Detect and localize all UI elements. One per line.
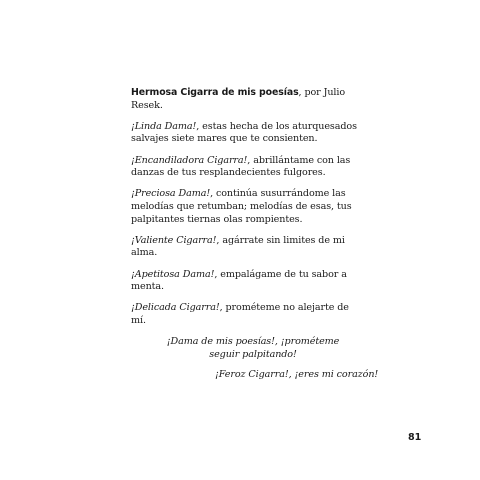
stanza-text: , empalágame de tu sabor a menta. <box>131 268 347 293</box>
stanza-6 <box>131 302 366 327</box>
stanza-exclaim: ¡Delicada Cigarra! <box>131 302 220 314</box>
poem-byline: , por Julio Resek. <box>131 87 346 111</box>
stanza-3 <box>131 188 366 226</box>
stanza-4 <box>131 235 366 260</box>
stanza-text: , estas hecha de los aturquesados salvajes siete mares que te consienten. <box>131 120 357 145</box>
poem-title: Hermosa Cigarra de mis poesías <box>131 87 299 98</box>
stanza-exclaim: ¡Linda Dama! <box>131 120 197 132</box>
poem-heading <box>131 87 366 112</box>
stanza-5 <box>131 269 366 294</box>
page-number: 81 <box>408 432 422 443</box>
stanza-exclaim: ¡Preciosa Dama! <box>131 188 211 200</box>
stanza-text: , prométeme no alejarte de mí. <box>131 302 349 326</box>
stanza-text: , agárrate sin limites de mi alma. <box>131 234 345 259</box>
stanza-2 <box>131 155 366 180</box>
stanza-text: , continúa susurrándome las melodías que retumban; melodías de esas, tus palpitantes tiernas olas rompientes. <box>131 188 352 225</box>
stanza-1 <box>131 121 366 146</box>
closing-line-2: ¡Feroz Cigarra!, ¡eres mi corazón! <box>215 369 379 381</box>
stanza-exclaim: ¡Valiente Cigarra! <box>131 234 217 246</box>
poem-text-block <box>131 87 379 382</box>
stanza-text: , abrillántame con las danzas de tus resplandecientes fulgores. <box>131 154 351 179</box>
stanza-exclaim: ¡Apetitosa Dama! <box>131 268 215 280</box>
stanza-exclaim: ¡Encandiladora Cigarra! <box>131 154 248 166</box>
closing-line-1: ¡Dama de mis poesías!, ¡prométeme seguir palpitando! <box>166 336 340 360</box>
